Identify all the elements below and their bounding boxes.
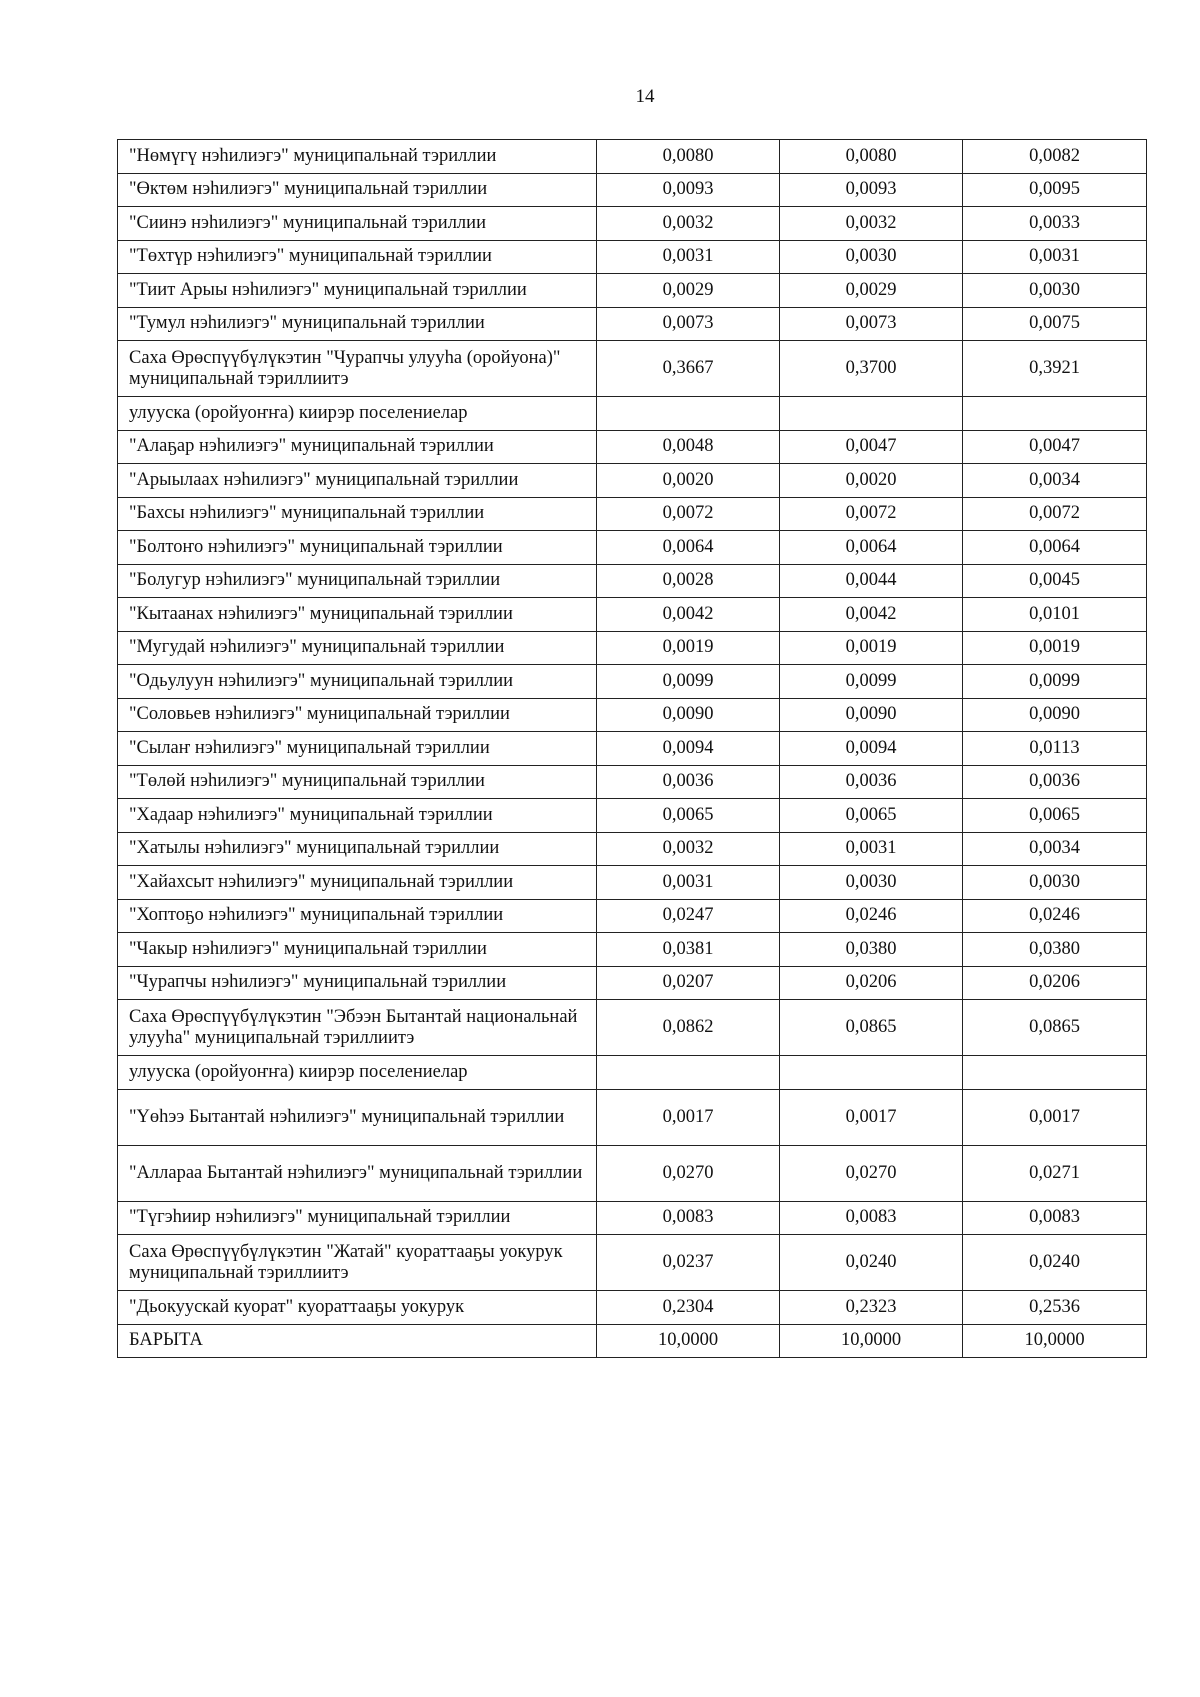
row-name-cell: "Чурапчы нэһилиэгэ" муниципальнай тэриллии (118, 966, 597, 1000)
table-row (118, 598, 1147, 632)
value-cell-2: 0,0036 (780, 765, 963, 799)
table-row (118, 631, 1147, 665)
value-cell-1: 0,0093 (597, 173, 780, 207)
table-row (118, 1235, 1147, 1291)
value-cell-2: 0,0020 (780, 464, 963, 498)
value-cell-2: 0,0031 (780, 832, 963, 866)
table-row (118, 1145, 1147, 1201)
table-row (118, 1089, 1147, 1145)
row-name-cell: "Тумул нэһилиэгэ" муниципальнай тэриллии (118, 307, 597, 341)
table-row (118, 140, 1147, 174)
table-row (118, 1201, 1147, 1235)
table-row (118, 765, 1147, 799)
value-cell-3: 0,0083 (963, 1201, 1147, 1235)
value-cell-2: 0,2323 (780, 1291, 963, 1325)
value-cell-2: 0,0270 (780, 1145, 963, 1201)
value-cell-1: 0,0065 (597, 799, 780, 833)
value-cell-1: 0,0072 (597, 497, 780, 531)
table-row (118, 397, 1147, 431)
value-cell-1: 0,0090 (597, 698, 780, 732)
value-cell-1: 0,0048 (597, 430, 780, 464)
value-cell-1: 0,0207 (597, 966, 780, 1000)
value-cell-3: 0,0065 (963, 799, 1147, 833)
table-row (118, 732, 1147, 766)
value-cell-3: 0,0030 (963, 866, 1147, 900)
table-row (118, 1056, 1147, 1090)
value-cell-2: 0,0083 (780, 1201, 963, 1235)
value-cell-2: 0,0030 (780, 866, 963, 900)
row-name-cell: "Түгэһиир нэһилиэгэ" муниципальнай тэриллии (118, 1201, 597, 1235)
value-cell-1: 0,0270 (597, 1145, 780, 1201)
table-row (118, 207, 1147, 241)
row-name-cell: "Төхтүр нэһилиэгэ" муниципальнай тэриллии (118, 240, 597, 274)
value-cell-2: 0,0380 (780, 933, 963, 967)
table-row (118, 966, 1147, 1000)
row-name-cell: "Чакыр нэһилиэгэ" муниципальнай тэриллии (118, 933, 597, 967)
value-cell-1: 0,0017 (597, 1089, 780, 1145)
row-name-cell: "Хадаар нэһилиэгэ" муниципальнай тэриллии (118, 799, 597, 833)
table-row (118, 464, 1147, 498)
value-cell-1: 0,0862 (597, 1000, 780, 1056)
table-row (118, 1291, 1147, 1325)
table-row (118, 564, 1147, 598)
value-cell-2: 10,0000 (780, 1324, 963, 1358)
value-cell-2: 0,0246 (780, 899, 963, 933)
row-name-cell: Саха Өрөспүүбүлүкэтин "Эбээн Бытантай национальнай улууһа" муниципальнай тэриллиитэ (118, 1000, 597, 1056)
value-cell-2: 0,0240 (780, 1235, 963, 1291)
value-cell-3: 0,0206 (963, 966, 1147, 1000)
value-cell-1: 0,0020 (597, 464, 780, 498)
value-cell-3: 0,0113 (963, 732, 1147, 766)
value-cell-2: 0,0090 (780, 698, 963, 732)
value-cell-1: 0,0042 (597, 598, 780, 632)
value-cell-1 (597, 1056, 780, 1090)
row-name-cell: "Болугур нэһилиэгэ" муниципальнай тэриллии (118, 564, 597, 598)
value-cell-1: 0,0019 (597, 631, 780, 665)
value-cell-1: 0,0032 (597, 207, 780, 241)
value-cell-2: 0,0206 (780, 966, 963, 1000)
value-cell-2: 0,0047 (780, 430, 963, 464)
row-name-cell: "Болтоҥо нэһилиэгэ" муниципальнай тэриллии (118, 531, 597, 565)
value-cell-1: 0,0080 (597, 140, 780, 174)
value-cell-3: 0,0045 (963, 564, 1147, 598)
value-cell-1: 0,0031 (597, 866, 780, 900)
table-row (118, 307, 1147, 341)
table-row (118, 799, 1147, 833)
value-cell-3: 0,0033 (963, 207, 1147, 241)
row-name-cell: улууска (оройуоҥҥа) киирэр поселениелар (118, 1056, 597, 1090)
table-row (118, 933, 1147, 967)
value-cell-2 (780, 1056, 963, 1090)
value-cell-3: 0,0019 (963, 631, 1147, 665)
row-name-cell: Саха Өрөспүүбүлүкэтин "Жатай" куораттааҕы уокурук муниципальнай тэриллиитэ (118, 1235, 597, 1291)
value-cell-2 (780, 397, 963, 431)
value-cell-1: 0,0099 (597, 665, 780, 699)
value-cell-2: 0,0032 (780, 207, 963, 241)
value-cell-3: 0,0095 (963, 173, 1147, 207)
value-cell-3 (963, 1056, 1147, 1090)
row-name-cell: "Хатылы нэһилиэгэ" муниципальнай тэриллии (118, 832, 597, 866)
value-cell-1: 0,0032 (597, 832, 780, 866)
row-name-cell: "Нөмүгү нэһилиэгэ" муниципальнай тэриллии (118, 140, 597, 174)
value-cell-1: 0,0073 (597, 307, 780, 341)
value-cell-3: 0,3921 (963, 341, 1147, 397)
table-row (118, 899, 1147, 933)
value-cell-1: 0,0028 (597, 564, 780, 598)
row-name-cell: БАРЫТА (118, 1324, 597, 1358)
value-cell-3: 0,2536 (963, 1291, 1147, 1325)
value-cell-3: 0,0064 (963, 531, 1147, 565)
value-cell-2: 0,0044 (780, 564, 963, 598)
value-cell-3: 0,0240 (963, 1235, 1147, 1291)
value-cell-1: 0,0247 (597, 899, 780, 933)
table-row (118, 531, 1147, 565)
value-cell-3: 0,0101 (963, 598, 1147, 632)
value-cell-3: 0,0099 (963, 665, 1147, 699)
value-cell-3: 0,0047 (963, 430, 1147, 464)
value-cell-2: 0,0865 (780, 1000, 963, 1056)
value-cell-3: 0,0082 (963, 140, 1147, 174)
value-cell-2: 0,0017 (780, 1089, 963, 1145)
value-cell-1: 0,0036 (597, 765, 780, 799)
value-cell-3: 10,0000 (963, 1324, 1147, 1358)
value-cell-3: 0,0380 (963, 933, 1147, 967)
row-name-cell: "Өктөм нэһилиэгэ" муниципальнай тэриллии (118, 173, 597, 207)
table-row (118, 1000, 1147, 1056)
table-row (118, 240, 1147, 274)
row-name-cell: "Соловьев нэһилиэгэ" муниципальнай тэриллии (118, 698, 597, 732)
value-cell-1: 0,0381 (597, 933, 780, 967)
row-name-cell: "Тиит Арыы нэһилиэгэ" муниципальнай тэриллии (118, 274, 597, 308)
value-cell-1: 0,0083 (597, 1201, 780, 1235)
row-name-cell: "Одьулуун нэһилиэгэ" муниципальнай тэриллии (118, 665, 597, 699)
row-name-cell: улууска (оройуоҥҥа) киирэр поселениелар (118, 397, 597, 431)
value-cell-3: 0,0072 (963, 497, 1147, 531)
table-row (118, 274, 1147, 308)
row-name-cell: "Бахсы нэһилиэгэ" муниципальнай тэриллии (118, 497, 597, 531)
value-cell-1: 0,3667 (597, 341, 780, 397)
table-row (118, 832, 1147, 866)
value-cell-3: 0,0090 (963, 698, 1147, 732)
row-name-cell: "Төлөй нэһилиэгэ" муниципальнай тэриллии (118, 765, 597, 799)
value-cell-1: 0,0064 (597, 531, 780, 565)
value-cell-3: 0,0075 (963, 307, 1147, 341)
value-cell-2: 0,0093 (780, 173, 963, 207)
row-name-cell: "Алаҕар нэһилиэгэ" муниципальнай тэриллии (118, 430, 597, 464)
table-row (118, 698, 1147, 732)
value-cell-1: 0,0031 (597, 240, 780, 274)
value-cell-1 (597, 397, 780, 431)
value-cell-1: 0,2304 (597, 1291, 780, 1325)
row-name-cell: "Кытаанах нэһилиэгэ" муниципальнай тэриллии (118, 598, 597, 632)
table-row (118, 866, 1147, 900)
value-cell-1: 0,0029 (597, 274, 780, 308)
table-row (118, 341, 1147, 397)
table-row (118, 430, 1147, 464)
value-cell-3: 0,0034 (963, 832, 1147, 866)
value-cell-2: 0,0029 (780, 274, 963, 308)
value-cell-3 (963, 397, 1147, 431)
table-row (118, 665, 1147, 699)
value-cell-1: 10,0000 (597, 1324, 780, 1358)
value-cell-2: 0,0064 (780, 531, 963, 565)
value-cell-2: 0,0072 (780, 497, 963, 531)
row-name-cell: "Сылаҥ нэһилиэгэ" муниципальнай тэриллии (118, 732, 597, 766)
row-name-cell: "Үөһээ Бытантай нэһилиэгэ" муниципальнай тэриллии (118, 1089, 597, 1145)
table-row (118, 497, 1147, 531)
table-row (118, 173, 1147, 207)
row-name-cell: "Дьокуускай куорат" куораттааҕы уокурук (118, 1291, 597, 1325)
value-cell-3: 0,0034 (963, 464, 1147, 498)
value-cell-3: 0,0030 (963, 274, 1147, 308)
value-cell-1: 0,0094 (597, 732, 780, 766)
value-cell-2: 0,0030 (780, 240, 963, 274)
row-name-cell: "Арыылаах нэһилиэгэ" муниципальнай тэриллии (118, 464, 597, 498)
value-cell-3: 0,0036 (963, 765, 1147, 799)
page-number: 14 (635, 86, 655, 107)
value-cell-3: 0,0246 (963, 899, 1147, 933)
value-cell-2: 0,0094 (780, 732, 963, 766)
allocation-table (117, 139, 1147, 1358)
row-name-cell: "Сиинэ нэһилиэгэ" муниципальнай тэриллии (118, 207, 597, 241)
value-cell-1: 0,0237 (597, 1235, 780, 1291)
value-cell-2: 0,3700 (780, 341, 963, 397)
row-name-cell: "Хоптоҕо нэһилиэгэ" муниципальнай тэриллии (118, 899, 597, 933)
value-cell-2: 0,0019 (780, 631, 963, 665)
value-cell-2: 0,0080 (780, 140, 963, 174)
table-row (118, 1324, 1147, 1358)
table-body (118, 140, 1147, 1358)
value-cell-2: 0,0042 (780, 598, 963, 632)
value-cell-3: 0,0031 (963, 240, 1147, 274)
value-cell-2: 0,0065 (780, 799, 963, 833)
value-cell-2: 0,0073 (780, 307, 963, 341)
row-name-cell: Саха Өрөспүүбүлүкэтин "Чурапчы улууһа (оройуона)" муниципальнай тэриллиитэ (118, 341, 597, 397)
value-cell-2: 0,0099 (780, 665, 963, 699)
value-cell-3: 0,0865 (963, 1000, 1147, 1056)
row-name-cell: "Аллараа Бытантай нэһилиэгэ" муниципальнай тэриллии (118, 1145, 597, 1201)
value-cell-3: 0,0271 (963, 1145, 1147, 1201)
row-name-cell: "Хайахсыт нэһилиэгэ" муниципальнай тэриллии (118, 866, 597, 900)
value-cell-3: 0,0017 (963, 1089, 1147, 1145)
row-name-cell: "Мугудай нэһилиэгэ" муниципальнай тэриллии (118, 631, 597, 665)
